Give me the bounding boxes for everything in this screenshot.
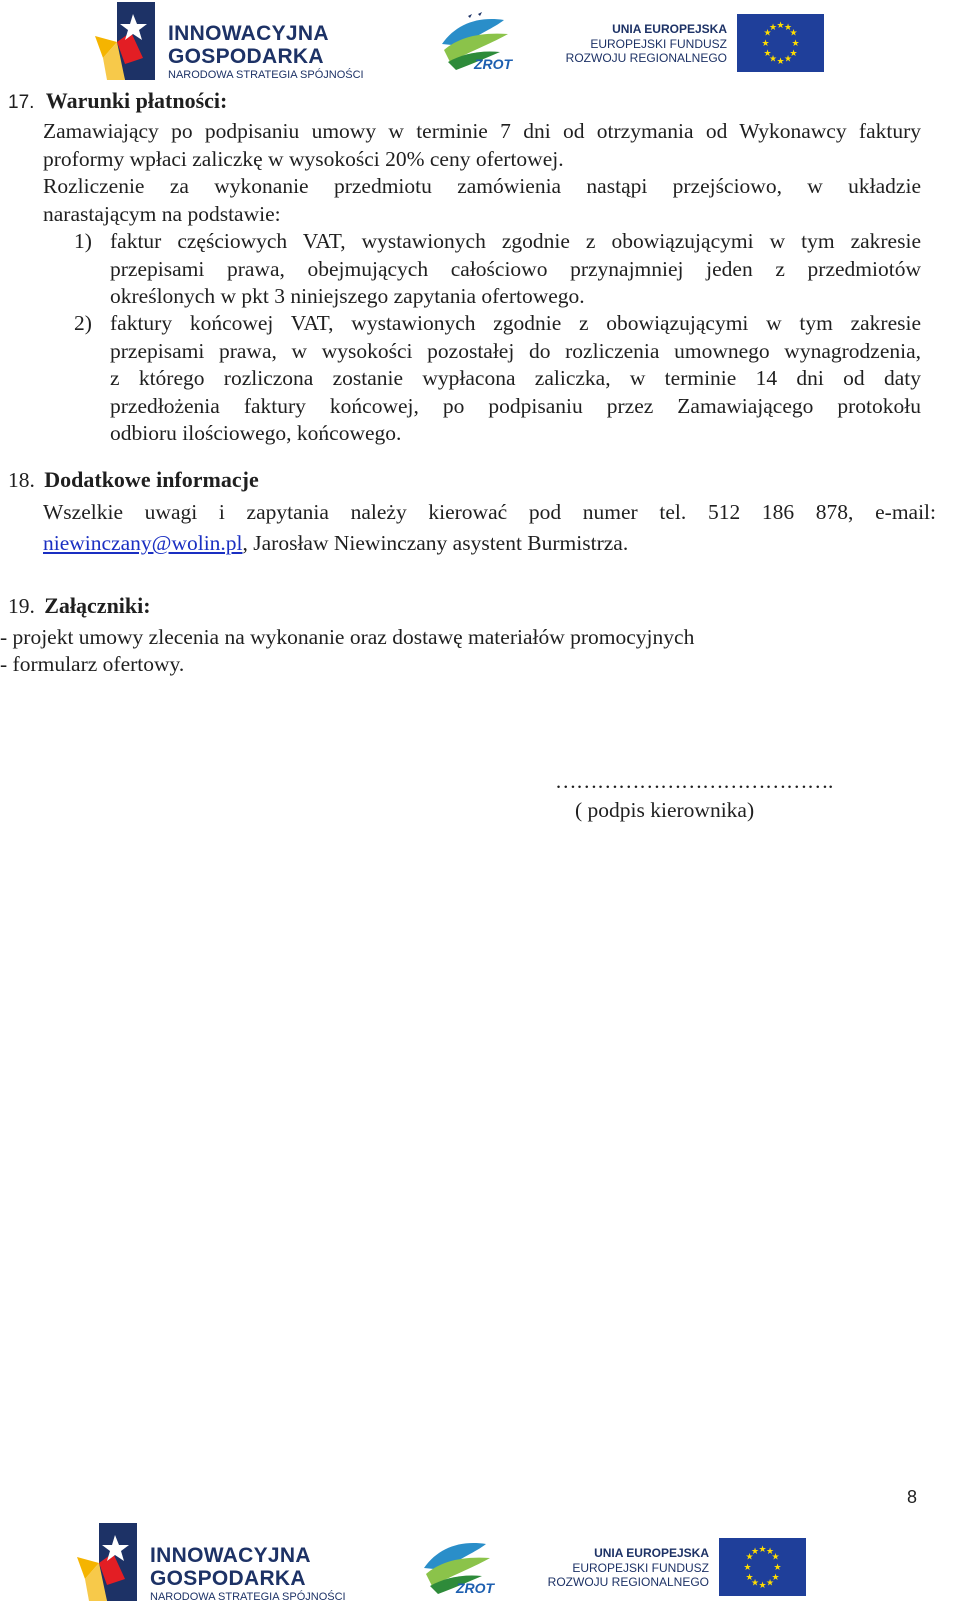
svg-text:★: ★ — [750, 1547, 760, 1557]
contact-person: , Jarosław Niewinczany asystent Burmistrza. — [242, 531, 629, 555]
section-title: Dodatkowe informacje — [44, 467, 259, 492]
zrot-text: ZROT — [456, 1580, 495, 1596]
ig-logo-line1: INNOWACYJNA — [168, 22, 329, 45]
svg-text:★: ★ — [783, 54, 793, 65]
signature-label: ( podpis kierownika) — [575, 798, 755, 822]
zrot-text: ZROT — [474, 56, 513, 72]
zrot-logo — [438, 10, 518, 74]
eu-logo-line2: EUROPEJSKI FUNDUSZ — [590, 37, 727, 51]
svg-text:★: ★ — [758, 1545, 767, 1555]
payment-paragraph-line: proformy wpłaci zaliczkę w wysokości 20% ceny ofertowej. — [43, 147, 564, 171]
list-item-line: określonych w pkt 3 niniejszego zapytania ofertowego. — [110, 284, 585, 308]
eu-logo-line1: UNIA EUROPEJSKA — [594, 1546, 709, 1560]
contact-line: Wszelkie uwagi i zapytania należy kierować pod numer tel. 512 186 878, e-mail: — [43, 500, 936, 524]
list-item-number: 2) — [74, 311, 92, 335]
list-item-line: przepisami prawa, w wysokości pozostałej do rozliczenia umownego wynagrodzenia, — [110, 339, 921, 363]
ig-logo-line3: NARODOWA STRATEGIA SPÓJNOŚCI — [168, 69, 364, 81]
svg-text:★: ★ — [783, 23, 793, 33]
svg-text:★: ★ — [763, 28, 772, 39]
attachment-item: - formularz ofertowy. — [0, 652, 185, 676]
innowacyjna-gospodarka-logo — [77, 1522, 347, 1604]
section-title: Załączniki: — [44, 593, 151, 618]
attachment-item: - projekt umowy zlecenia na wykonanie oraz dostawę materiałów promocyjnych — [0, 625, 695, 649]
section-number: 18. — [8, 468, 35, 492]
svg-text:★: ★ — [789, 28, 798, 39]
svg-text:★: ★ — [745, 1552, 754, 1563]
payment-paragraph-line: Zamawiający po podpisaniu umowy w terminie 7 dni od otrzymania od Wykonawcy faktury — [43, 119, 921, 143]
svg-text:★: ★ — [776, 21, 785, 31]
ig-logo-line2: GOSPODARKA — [150, 1567, 306, 1590]
list-item-line: z którego rozliczona zostanie wypłacona zaliczka, w terminie 14 dni od daty — [110, 366, 921, 390]
footer-logos — [0, 1520, 960, 1609]
email-link[interactable]: niewinczany@wolin.pl — [43, 531, 243, 555]
signature-dots: …………………………………. — [555, 769, 833, 793]
list-item-line: przedłożenia faktury końcowej, po podpisaniu przez Zamawiającego protokołu — [110, 394, 921, 418]
svg-text:★: ★ — [768, 54, 778, 65]
zrot-logo — [420, 1534, 500, 1598]
svg-text:★: ★ — [771, 1573, 780, 1583]
star-emblem-icon — [95, 2, 155, 80]
star-emblem-icon — [77, 1522, 137, 1602]
list-item-line: faktury końcowej VAT, wystawionych zgodnie z obowiązującymi w tym zakresie — [110, 311, 921, 335]
section-title: Warunki płatności: — [45, 88, 228, 113]
svg-text:★: ★ — [750, 1578, 760, 1589]
list-item-number: 1) — [74, 229, 92, 253]
svg-text:★: ★ — [789, 49, 798, 59]
eu-logo — [565, 14, 825, 72]
svg-text:★: ★ — [743, 1563, 752, 1573]
page-number: 8 — [907, 1487, 918, 1507]
contact-line — [43, 529, 628, 557]
svg-text:★: ★ — [765, 1547, 775, 1557]
svg-text:★: ★ — [768, 23, 778, 33]
svg-text:★: ★ — [761, 39, 770, 49]
section-17-heading — [8, 87, 227, 117]
ig-logo-line3: NARODOWA STRATEGIA SPÓJNOŚCI — [150, 1591, 346, 1603]
list-item-line: odbioru ilościowego, końcowego. — [110, 421, 402, 445]
svg-text:★: ★ — [745, 1573, 754, 1583]
svg-text:★: ★ — [776, 57, 785, 67]
ig-logo-line2: GOSPODARKA — [168, 45, 324, 68]
eu-logo-line2: EUROPEJSKI FUNDUSZ — [572, 1561, 709, 1575]
svg-text:★: ★ — [773, 1563, 782, 1573]
innowacyjna-gospodarka-logo — [95, 2, 365, 82]
section-number: 19. — [8, 594, 35, 618]
svg-text:★: ★ — [791, 39, 800, 49]
eu-logo-line3: ROZWOJU REGIONALNEGO — [547, 1575, 709, 1589]
eu-logo-line1: UNIA EUROPEJSKA — [612, 22, 727, 36]
list-item-line: przepisami prawa, obejmujących całościowo przynajmniej jeden z przedmiotów — [110, 257, 921, 281]
section-19-heading — [8, 592, 151, 620]
section-number: 17. — [8, 92, 35, 113]
eu-logo — [547, 1538, 807, 1596]
eu-logo-line3: ROZWOJU REGIONALNEGO — [565, 51, 727, 65]
svg-text:★: ★ — [763, 49, 772, 59]
settlement-paragraph-line: Rozliczenie za wykonanie przedmiotu zamówienia nastąpi przejściowo, w układzie — [43, 174, 921, 198]
eu-flag-icon — [737, 14, 824, 72]
svg-text:★: ★ — [758, 1581, 767, 1591]
section-18-heading — [8, 466, 259, 494]
settlement-paragraph-line: narastającym na podstawie: — [43, 202, 281, 226]
header-logos — [0, 0, 960, 85]
ig-logo-line1: INNOWACYJNA — [150, 1544, 311, 1567]
eu-flag-icon — [719, 1538, 806, 1596]
list-item-line: faktur częściowych VAT, wystawionych zgodnie z obowiązującymi w tym zakresie — [110, 229, 921, 253]
svg-text:★: ★ — [771, 1552, 780, 1563]
svg-text:★: ★ — [765, 1578, 775, 1589]
